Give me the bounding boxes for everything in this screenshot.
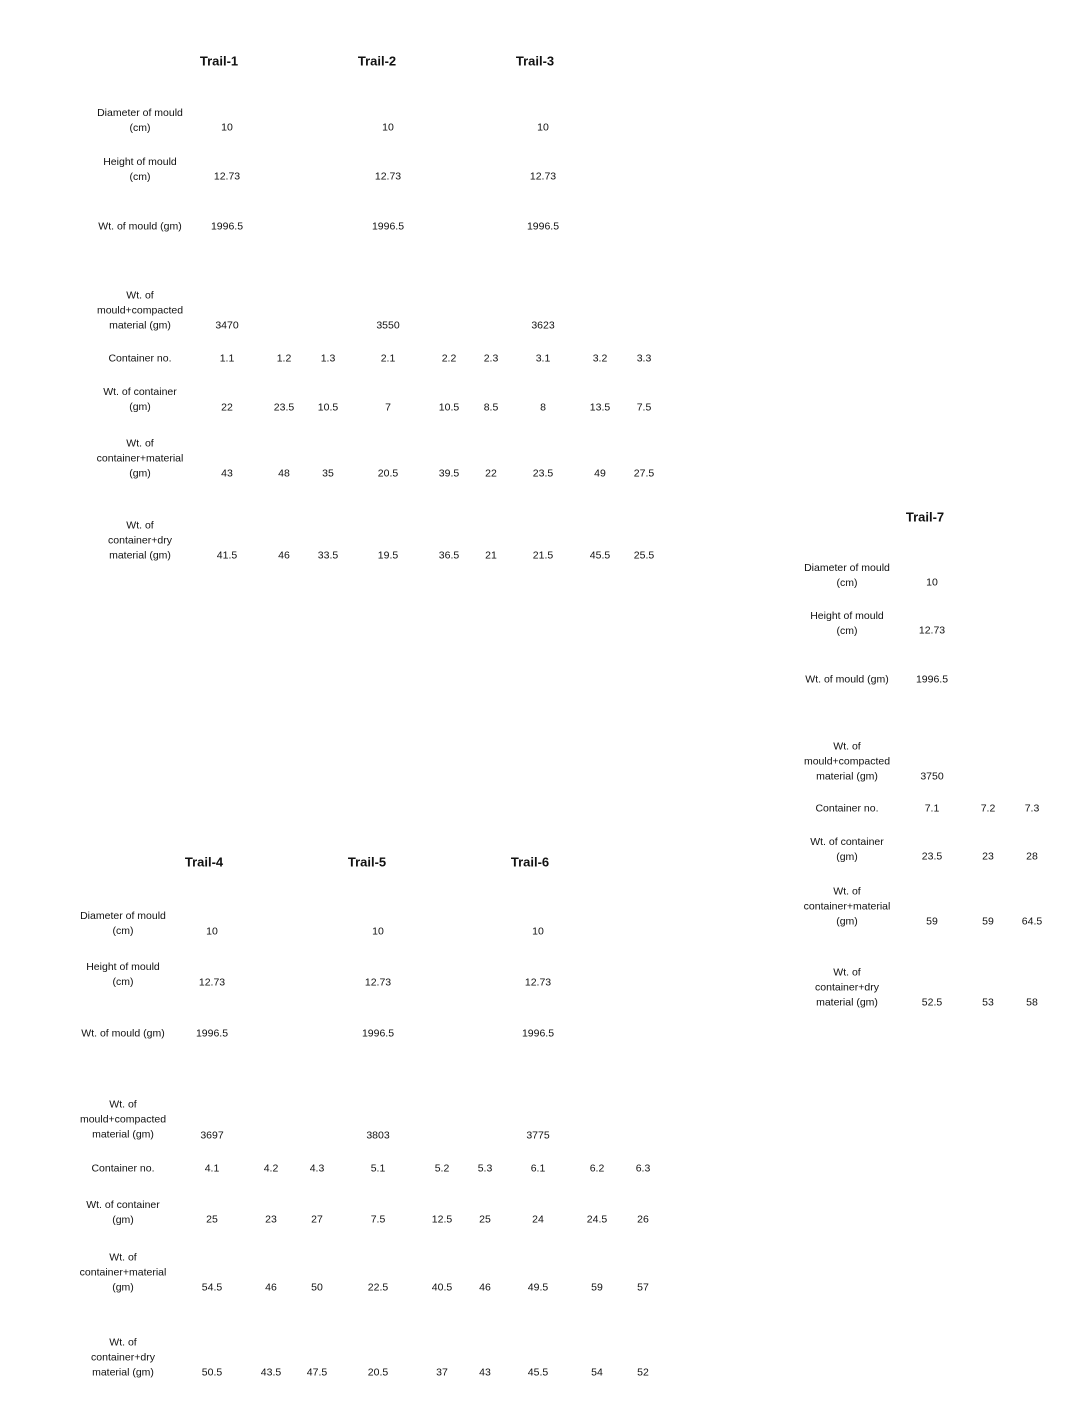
wt-container-dry-cell: 52.5 [921, 996, 943, 1009]
container-no-cell: 2.2 [441, 352, 457, 365]
wt-container-material-cell: 48 [278, 467, 290, 480]
container-no-cell: 1.3 [320, 352, 336, 365]
diameter-value: 10 [372, 925, 384, 938]
container-no-cell: 6.1 [530, 1162, 546, 1175]
diameter-value: 10 [537, 121, 549, 134]
wt-container-material-cell: 40.5 [431, 1281, 453, 1294]
wt-container-cell: 25 [206, 1213, 218, 1226]
row-label-container-no: Container no. [108, 352, 172, 365]
wt-container-material-cell: 59 [591, 1281, 603, 1294]
wt-container-dry-cell: 53 [982, 996, 994, 1009]
wt-container-dry-cell: 58 [1026, 996, 1038, 1009]
row-label-container-no: Container no. [815, 802, 879, 815]
container-no-cell: 7.2 [980, 802, 996, 815]
row-label-wt-container-material: Wt. of container+material (gm) [96, 437, 184, 480]
wt-container-cell: 23 [982, 850, 994, 863]
diameter-value: 10 [382, 121, 394, 134]
wt-container-cell: 26 [637, 1213, 649, 1226]
wt-container-cell: 13.5 [589, 401, 611, 414]
wt-container-material-cell: 50 [311, 1281, 323, 1294]
wt-container-cell: 24 [532, 1213, 544, 1226]
wt-container-cell: 28 [1026, 850, 1038, 863]
container-no-cell: 5.2 [434, 1162, 450, 1175]
trail-title: Trail-5 [347, 854, 387, 870]
container-no-cell: 7.3 [1024, 802, 1040, 815]
wt-mould-compacted-value: 3803 [366, 1129, 390, 1142]
row-label-diameter: Diameter of mould (cm) [804, 562, 890, 589]
wt-container-dry-cell: 41.5 [216, 549, 238, 562]
wt-container-dry-cell: 45.5 [527, 1366, 549, 1379]
trail-title: Trail-2 [357, 53, 397, 69]
wt-container-material-cell: 20.5 [377, 467, 399, 480]
wt-container-material-cell: 23.5 [532, 467, 554, 480]
wt-container-material-cell: 49 [594, 467, 606, 480]
trail-title: Trail-4 [184, 854, 224, 870]
row-label-wt-mould: Wt. of mould (gm) [81, 1027, 165, 1040]
wt-container-cell: 23.5 [273, 401, 295, 414]
row-label-wt-container-dry: Wt. of container+dry material (gm) [815, 966, 879, 1009]
wt-container-dry-cell: 50.5 [201, 1366, 223, 1379]
row-label-height: Height of mould (cm) [103, 156, 177, 183]
container-no-cell: 2.3 [483, 352, 499, 365]
wt-container-material-cell: 59 [926, 915, 938, 928]
row-label-height: Height of mould (cm) [810, 610, 884, 637]
row-label-diameter: Diameter of mould (cm) [80, 910, 166, 937]
wt-mould-value: 1996.5 [195, 1027, 229, 1040]
height-value: 12.73 [529, 170, 557, 183]
wt-container-dry-cell: 45.5 [589, 549, 611, 562]
wt-mould-value: 1996.5 [521, 1027, 555, 1040]
container-no-cell: 4.1 [204, 1162, 220, 1175]
wt-container-dry-cell: 21 [485, 549, 497, 562]
wt-container-dry-cell: 47.5 [306, 1366, 328, 1379]
wt-container-dry-cell: 37 [436, 1366, 448, 1379]
wt-container-cell: 23 [265, 1213, 277, 1226]
wt-container-cell: 25 [479, 1213, 491, 1226]
trail-title: Trail-6 [510, 854, 550, 870]
wt-container-material-cell: 46 [479, 1281, 491, 1294]
container-no-cell: 3.1 [535, 352, 551, 365]
wt-container-cell: 7 [385, 401, 391, 414]
wt-container-dry-cell: 52 [637, 1366, 649, 1379]
container-no-cell: 3.2 [592, 352, 608, 365]
height-value: 12.73 [213, 170, 241, 183]
row-label-height: Height of mould (cm) [86, 961, 160, 988]
row-label-wt-container-dry: Wt. of container+dry material (gm) [91, 1336, 155, 1379]
diameter-value: 10 [926, 576, 938, 589]
wt-mould-compacted-value: 3623 [531, 319, 555, 332]
row-label-wt-mould-compacted: Wt. of mould+compacted material (gm) [803, 740, 891, 783]
wt-mould-compacted-value: 3750 [920, 770, 944, 783]
row-label-wt-mould: Wt. of mould (gm) [98, 220, 182, 233]
container-no-cell: 5.1 [370, 1162, 386, 1175]
wt-container-dry-cell: 36.5 [438, 549, 460, 562]
height-value: 12.73 [918, 624, 946, 637]
container-no-cell: 6.3 [635, 1162, 651, 1175]
wt-mould-value: 1996.5 [526, 220, 560, 233]
wt-container-cell: 8.5 [483, 401, 499, 414]
row-label-diameter: Diameter of mould (cm) [97, 107, 183, 134]
wt-container-cell: 12.5 [431, 1213, 453, 1226]
wt-container-cell: 23.5 [921, 850, 943, 863]
wt-mould-compacted-value: 3550 [376, 319, 400, 332]
wt-container-dry-cell: 54 [591, 1366, 603, 1379]
wt-mould-compacted-value: 3775 [526, 1129, 550, 1142]
wt-container-dry-cell: 43.5 [260, 1366, 282, 1379]
wt-container-dry-cell: 20.5 [367, 1366, 389, 1379]
height-value: 12.73 [374, 170, 402, 183]
wt-container-material-cell: 39.5 [438, 467, 460, 480]
wt-container-material-cell: 27.5 [633, 467, 655, 480]
wt-container-material-cell: 46 [265, 1281, 277, 1294]
row-label-wt-container: Wt. of container (gm) [810, 836, 884, 863]
container-no-cell: 4.2 [263, 1162, 279, 1175]
row-label-wt-mould: Wt. of mould (gm) [805, 673, 889, 686]
wt-container-material-cell: 59 [982, 915, 994, 928]
row-label-wt-container-material: Wt. of container+material (gm) [79, 1251, 167, 1294]
wt-container-cell: 7.5 [636, 401, 652, 414]
wt-mould-value: 1996.5 [361, 1027, 395, 1040]
container-no-cell: 4.3 [309, 1162, 325, 1175]
row-label-wt-mould-compacted: Wt. of mould+compacted material (gm) [79, 1098, 167, 1141]
wt-container-cell: 10.5 [317, 401, 339, 414]
wt-container-material-cell: 35 [322, 467, 334, 480]
row-label-wt-container: Wt. of container (gm) [86, 1199, 160, 1226]
wt-mould-value: 1996.5 [210, 220, 244, 233]
height-value: 12.73 [524, 976, 552, 989]
container-no-cell: 2.1 [380, 352, 396, 365]
wt-container-cell: 10.5 [438, 401, 460, 414]
wt-mould-value: 1996.5 [915, 673, 949, 686]
trail-title: Trail-1 [199, 53, 239, 69]
row-label-container-no: Container no. [91, 1162, 155, 1175]
wt-container-material-cell: 22 [485, 467, 497, 480]
wt-container-dry-cell: 25.5 [633, 549, 655, 562]
wt-container-dry-cell: 33.5 [317, 549, 339, 562]
diameter-value: 10 [206, 925, 218, 938]
container-no-cell: 7.1 [924, 802, 940, 815]
container-no-cell: 1.1 [219, 352, 235, 365]
wt-container-dry-cell: 46 [278, 549, 290, 562]
wt-container-cell: 27 [311, 1213, 323, 1226]
wt-container-material-cell: 64.5 [1021, 915, 1043, 928]
container-no-cell: 3.3 [636, 352, 652, 365]
trail-title: Trail-3 [515, 53, 555, 69]
wt-container-cell: 8 [540, 401, 546, 414]
wt-container-material-cell: 57 [637, 1281, 649, 1294]
wt-container-cell: 22 [221, 401, 233, 414]
wt-mould-value: 1996.5 [371, 220, 405, 233]
wt-container-material-cell: 22.5 [367, 1281, 389, 1294]
row-label-wt-container: Wt. of container (gm) [103, 386, 177, 413]
wt-mould-compacted-value: 3470 [215, 319, 239, 332]
wt-mould-compacted-value: 3697 [200, 1129, 224, 1142]
diameter-value: 10 [532, 925, 544, 938]
wt-container-material-cell: 43 [221, 467, 233, 480]
container-no-cell: 1.2 [276, 352, 292, 365]
row-label-wt-container-dry: Wt. of container+dry material (gm) [108, 519, 172, 562]
wt-container-cell: 7.5 [370, 1213, 386, 1226]
height-value: 12.73 [198, 976, 226, 989]
container-no-cell: 5.3 [477, 1162, 493, 1175]
wt-container-cell: 24.5 [586, 1213, 608, 1226]
diameter-value: 10 [221, 121, 233, 134]
wt-container-material-cell: 54.5 [201, 1281, 223, 1294]
wt-container-dry-cell: 21.5 [532, 549, 554, 562]
wt-container-dry-cell: 43 [479, 1366, 491, 1379]
row-label-wt-container-material: Wt. of container+material (gm) [803, 885, 891, 928]
row-label-wt-mould-compacted: Wt. of mould+compacted material (gm) [96, 289, 184, 332]
trail-title: Trail-7 [905, 509, 945, 525]
wt-container-material-cell: 49.5 [527, 1281, 549, 1294]
height-value: 12.73 [364, 976, 392, 989]
wt-container-dry-cell: 19.5 [377, 549, 399, 562]
container-no-cell: 6.2 [589, 1162, 605, 1175]
